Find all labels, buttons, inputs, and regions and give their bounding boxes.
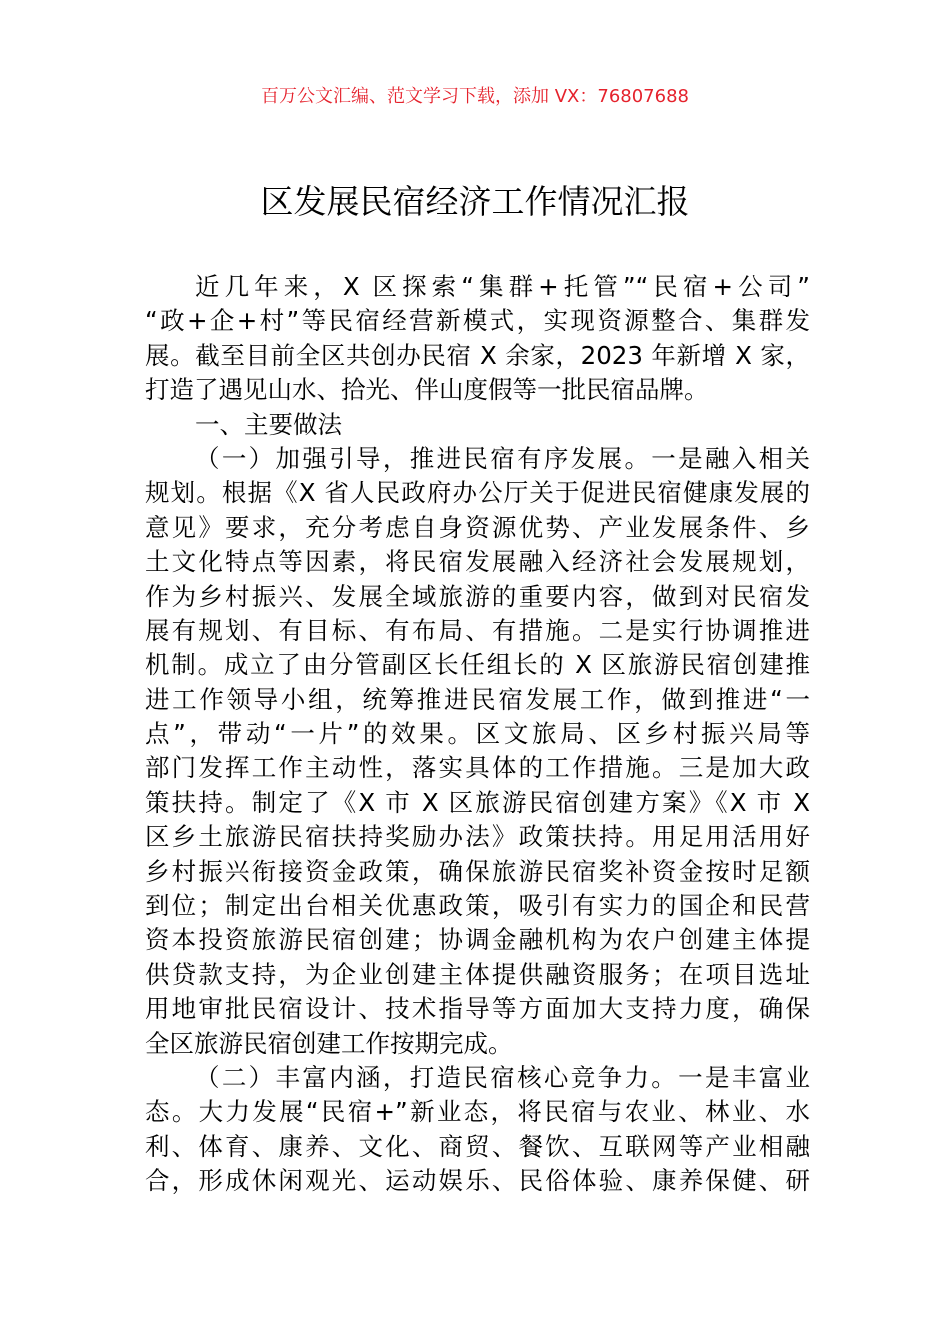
paragraph-line: 打造了遇见山水、拾光、伴山度假等一批民宿品牌。	[145, 375, 709, 405]
paragraph-line: 土文化特点等因素，将民宿发展融入经济社会发展规划，	[145, 547, 810, 577]
paragraph-line: 策扶持。制定了《X 市 X 区旅游民宿创建方案》《X 市 X	[145, 787, 810, 817]
paragraph-line: 部门发挥工作主动性，落实具体的工作措施。三是加大政	[145, 753, 810, 783]
subsection-heading-line: （一）加强引导，推进民宿有序发展。一是融入相关	[195, 443, 810, 473]
paragraph-line: 态。大力发展“民宿+”新业态，将民宿与农业、林业、水	[145, 1097, 810, 1127]
document-title: 区发展民宿经济工作情况汇报	[260, 182, 690, 221]
paragraph-line: 资本投资旅游民宿创建；协调金融机构为农户创建主体提	[145, 925, 810, 955]
paragraph-line: 乡村振兴衔接资金政策，确保旅游民宿奖补资金按时足额	[145, 856, 810, 886]
subsection-heading-line: （二）丰富内涵，打造民宿核心竞争力。一是丰富业	[195, 1062, 810, 1092]
paragraph-line: 供贷款支持，为企业创建主体提供融资服务；在项目选址	[145, 959, 810, 989]
paragraph-line: 合，形成休闲观光、运动娱乐、民俗体验、康养保健、研	[145, 1166, 810, 1196]
paragraph-line: “政+企+村”等民宿经营新模式，实现资源整合、集群发	[145, 306, 810, 336]
paragraph-line: 到位；制定出台相关优惠政策，吸引有实力的国企和民营	[145, 891, 810, 921]
section-heading: 一、主要做法	[195, 409, 342, 439]
paragraph-line: 意见》要求，充分考虑自身资源优势、产业发展条件、乡	[145, 512, 810, 542]
paragraph-line: 展有规划、有目标、有布局、有措施。二是实行协调推进	[145, 615, 810, 645]
paragraph-line: 利、体育、康养、文化、商贸、餐饮、互联网等产业相融	[145, 1131, 810, 1161]
document-body	[145, 270, 810, 1199]
paragraph-line: 用地审批民宿设计、技术指导等方面加大支持力度，确保	[145, 994, 810, 1024]
paragraph-line: 机制。成立了由分管副区长任组长的 X 区旅游民宿创建推	[145, 650, 810, 680]
paragraph-line: 进工作领导小组，统筹推进民宿发展工作，做到推进“一	[145, 684, 810, 714]
paragraph-line: 全区旅游民宿创建工作按期完成。	[145, 1028, 513, 1058]
paragraph-line: 展。截至目前全区共创办民宿 X 余家，2023 年新增 X 家，	[145, 340, 810, 370]
paragraph-line: 区乡土旅游民宿扶持奖励办法》政策扶持。用足用活用好	[145, 822, 810, 852]
paragraph-line: 近几年来，X 区探索“集群+托管”“民宿+公司”	[195, 272, 810, 301]
paragraph-line: 规划。根据《X 省人民政府办公厅关于促进民宿健康发展的	[145, 478, 810, 508]
paragraph-line: 点”，带动“一片”的效果。区文旅局、区乡村振兴局等	[145, 719, 810, 749]
paragraph-line: 作为乡村振兴、发展全域旅游的重要内容，做到对民宿发	[145, 581, 810, 611]
watermark-banner: 百万公文汇编、范文学习下载，添加 VX：76807688	[261, 86, 689, 107]
